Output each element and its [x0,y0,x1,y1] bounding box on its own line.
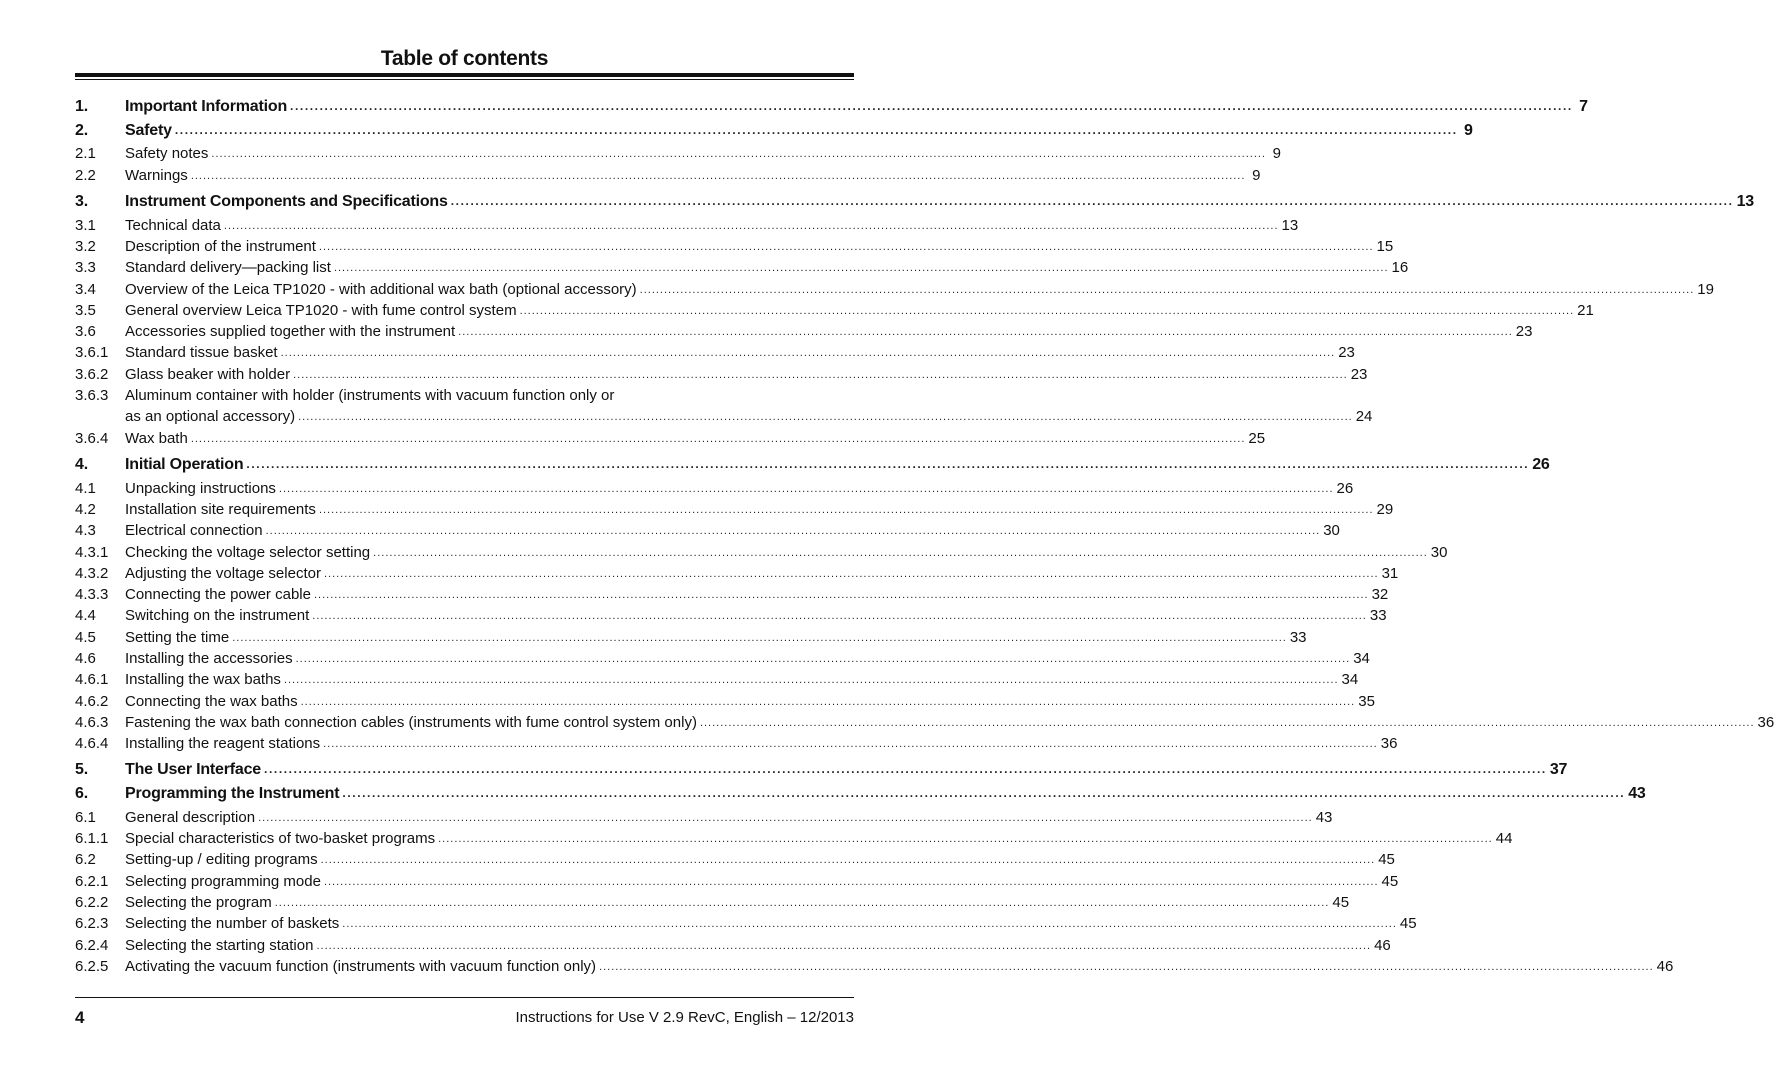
toc-entry-page: 45 [1378,851,1395,869]
toc-entry-title: Setting-up / editing programs [125,851,318,869]
toc-section-row[interactable] [75,500,1394,522]
toc-entry-number: 3.5 [75,301,96,319]
toc-dot-leader: .................................................................................................................................................................................................................................................................... [316,939,1372,952]
footer-rule [75,997,854,998]
toc-section-row[interactable] [75,259,1409,280]
toc-entry-page: 36 [1757,713,1774,731]
toc-dot-leader: .................................................................................................................................................................................................................................................................... [280,347,1336,360]
toc-section-row[interactable] [75,479,1354,501]
toc-entry-number: 4.1 [75,479,96,497]
toc-entry-number: 2. [75,121,88,139]
toc-entry-page: 34 [1341,671,1359,689]
toc-entry-title: Installing the reagent stations [125,735,321,753]
toc-entry-title: as an optional accessory) [125,408,296,426]
toc-entry-page: 15 [1376,237,1394,255]
toc-dot-leader: .................................................................................................................................................................................................................................................................... [295,652,1351,665]
toc-entry-title: Safety [125,121,172,139]
toc-section-row[interactable] [75,936,1391,958]
toc-dot-leader: .................................................................................................................................................................................................................................................................... [342,918,1397,931]
toc-dot-leader: .................................................................................................................................................................................................................................................................... [450,193,1734,208]
toc-entry-page: 29 [1376,500,1394,518]
toc-entry-title: Fastening the wax bath connection cables (instruments with fume control system only) [125,713,697,731]
toc-section-row[interactable] [75,522,1340,543]
toc-entry-title: Setting the time [125,628,230,646]
toc-entry-page: 7 [1579,98,1588,115]
toc-chapter-row[interactable] [75,455,1550,480]
toc-entry-number: 6.1 [75,808,96,826]
toc-entry-number: 4.6.1 [75,671,109,689]
toc-entry-title: Adjusting the voltage selector [125,564,321,582]
toc-chapter-row[interactable] [75,98,1588,122]
toc-section-row[interactable] [75,649,1370,671]
toc-entry-page: 9 [1463,121,1473,139]
toc-entry-number: 4.3 [75,522,96,540]
toc-entry-page: 26 [1532,455,1550,473]
title-rule-thin [75,79,854,80]
toc-entry-title: Installation site requirements [125,500,316,518]
toc-section-row[interactable] [75,894,1350,915]
toc-entry-number: 2.2 [75,166,96,184]
toc-entry-page: 46 [1656,957,1674,975]
toc-entry-page: 16 [1391,259,1409,277]
toc-entry-title: Installing the accessories [125,649,293,667]
toc-entry-title: Connecting the wax baths [125,692,298,710]
toc-entry-number: 6.2.1 [75,872,109,890]
toc-entry-number: 4.4 [75,607,96,625]
toc-dot-leader: .................................................................................................................................................................................................................................................................... [373,546,1428,559]
toc-section-row[interactable] [75,915,1417,936]
toc-entry-title: Activating the vacuum function (instruments with vacuum function only) [125,957,597,975]
toc-entry-page: 23 [1350,365,1368,383]
toc-entry-number: 4.6 [75,649,96,667]
toc-entry-page: 45 [1332,894,1350,912]
toc-dot-leader: .................................................................................................................................................................................................................................................................... [290,99,1573,113]
toc-entry-title: Important Information [125,98,288,115]
toc-section-row[interactable] [75,607,1387,628]
toc-section-row[interactable] [75,692,1375,714]
toc-entry-page: 25 [1248,429,1266,447]
toc-entry-title: Electrical connection [125,522,263,540]
toc-section-row[interactable] [75,564,1399,586]
toc-section-row[interactable] [75,429,1266,451]
toc-entry-title: Initial Operation [125,455,244,473]
toc-dot-leader: .................................................................................................................................................................................................................................................................... [333,262,1389,275]
toc-entry-number: 4.6.4 [75,735,109,753]
title-rule [75,73,854,77]
toc-entry-number: 3. [75,192,88,210]
toc-entry-title: General description [125,808,256,826]
toc-entry-number: 3.2 [75,237,96,255]
toc-entry-page: 26 [1336,479,1354,497]
toc-entry-page: 45 [1381,872,1399,890]
toc-dot-leader: .................................................................................................................................................................................................................................................................... [298,411,1353,424]
toc-section-row[interactable] [75,408,1373,429]
toc-entry-page: 43 [1628,785,1646,803]
toc-section-row[interactable] [75,872,1399,894]
toc-dot-leader: .................................................................................................................................................................................................................................................................... [519,304,1575,317]
toc-entry-number: 3.6.2 [75,365,109,383]
toc-chapter-row[interactable] [75,121,1473,146]
toc-dot-leader: .................................................................................................................................................................................................................................................................... [318,503,1374,516]
toc-entry-number: 3.6.3 [75,387,109,405]
toc-dot-leader: .................................................................................................................................................................................................................................................................... [232,631,1287,644]
toc-entry-number: 6. [75,785,88,803]
toc-section-row[interactable] [75,735,1398,756]
toc-section-row[interactable] [75,830,1513,851]
toc-entry-number: 4.3.1 [75,543,109,561]
toc-dot-leader: .................................................................................................................................................................................................................................................................... [274,897,1330,910]
toc-dot-leader: .................................................................................................................................................................................................................................................................... [639,283,1695,296]
toc-dot-leader: .................................................................................................................................................................................................................................................................... [258,811,1313,824]
toc-entry-title: Checking the voltage selector setting [125,543,371,561]
toc-dot-leader: .................................................................................................................................................................................................................................................................... [599,960,1654,973]
toc-entry-title: Selecting programming mode [125,872,321,890]
toc-section-row[interactable] [75,851,1395,872]
toc-entry-title: Instrument Components and Specifications [125,192,448,210]
toc-entry-title: Glass beaker with holder [125,365,291,383]
toc-entry-number: 3.4 [75,280,96,298]
toc-entry-title: Safety notes [125,145,209,163]
toc-section-row[interactable] [75,344,1355,365]
toc-entry-title: Selecting the number of baskets [125,915,340,933]
toc-entry-number: 3.6.4 [75,429,109,447]
toc-dot-leader: .................................................................................................................................................................................................................................................................... [264,762,1547,777]
toc-dot-leader: .................................................................................................................................................................................................................................................................... [300,695,1356,708]
toc-dot-leader: .................................................................................................................................................................................................................................................................... [323,875,1379,888]
toc-section-row[interactable] [75,166,1261,188]
toc-entry-title: Special characteristics of two-basket programs [125,830,436,848]
toc-section-row[interactable] [75,387,854,408]
toc-entry-title: Selecting the program [125,894,272,912]
toc-section-row[interactable] [75,237,1394,259]
toc-entry-title: Standard tissue basket [125,344,278,362]
toc-section-row[interactable] [75,671,1359,692]
toc-section-row[interactable] [75,586,1389,607]
toc-entry-number: 3.1 [75,216,96,234]
toc-entry-number: 6.2.5 [75,957,109,975]
toc-entry-page: 45 [1399,915,1417,933]
toc-dot-leader: .................................................................................................................................................................................................................................................................... [312,610,1367,623]
toc-entry-title: Warnings [125,166,188,184]
toc-entry-title: Overview of the Leica TP1020 - with additional wax bath (optional accessory) [125,280,637,298]
toc-dot-leader: .................................................................................................................................................................................................................................................................... [211,148,1266,161]
toc-section-row[interactable] [75,145,1281,166]
toc-entry-title: Programming the Instrument [125,785,340,803]
toc-entry-number: 5. [75,761,88,779]
page-title: Table of contents [380,47,549,70]
toc-entry-page: 9 [1252,166,1261,184]
toc-entry-title: General overview Leica TP1020 - with fume control system [125,301,517,319]
toc-entry-number: 6.2 [75,851,96,869]
toc-dot-leader: .................................................................................................................................................................................................................................................................... [190,169,1246,182]
toc-entry-page: 33 [1369,607,1387,625]
table-of-contents [75,98,1774,979]
toc-entry-page: 31 [1381,564,1399,582]
toc-entry-number: 6.1.1 [75,830,109,848]
toc-chapter-row[interactable] [75,761,1568,785]
toc-dot-leader: .................................................................................................................................................................................................................................................................... [283,674,1339,687]
toc-dot-leader: .................................................................................................................................................................................................................................................................... [223,219,1279,232]
toc-section-row[interactable] [75,957,1674,979]
toc-dot-leader: .................................................................................................................................................................................................................................................................... [323,567,1379,580]
toc-entry-page: 32 [1371,586,1389,604]
toc-entry-page: 23 [1515,323,1533,341]
toc-dot-leader: .................................................................................................................................................................................................................................................................... [458,326,1513,339]
toc-section-row[interactable] [75,301,1594,323]
toc-dot-leader: .................................................................................................................................................................................................................................................................... [318,240,1374,253]
toc-dot-leader: .................................................................................................................................................................................................................................................................... [293,368,1348,381]
toc-entry-number: 3.6 [75,323,96,341]
toc-entry-page: 30 [1323,522,1340,540]
toc-entry-number: 4.5 [75,628,96,646]
toc-entry-page: 46 [1374,936,1391,954]
toc-entry-title: Selecting the starting station [125,936,314,954]
toc-dot-leader: .................................................................................................................................................................................................................................................................... [323,738,1378,751]
toc-dot-leader: .................................................................................................................................................................................................................................................................... [342,786,1626,801]
toc-entry-number: 4.3.2 [75,564,109,582]
toc-entry-page: 21 [1577,301,1594,319]
toc-section-row[interactable] [75,216,1299,238]
toc-section-row[interactable] [75,365,1368,387]
toc-entry-number: 3.3 [75,259,96,277]
toc-dot-leader: .................................................................................................................................................................................................................................................................... [313,589,1369,602]
toc-entry-title: Standard delivery—packing list [125,259,331,277]
toc-section-row[interactable] [75,543,1448,565]
toc-entry-page: 13 [1281,216,1299,234]
toc-entry-title: Switching on the instrument [125,607,310,625]
toc-entry-number: 3.6.1 [75,344,109,362]
toc-entry-page: 24 [1355,408,1373,426]
footer-text: Instructions for Use V 2.9 RevC, English – 12/2013 [515,1009,854,1026]
toc-dot-leader: .................................................................................................................................................................................................................................................................... [320,854,1376,867]
toc-entry-page: 37 [1549,761,1568,779]
toc-chapter-row[interactable] [75,192,1754,217]
toc-dot-leader: .................................................................................................................................................................................................................................................................... [265,525,1321,538]
toc-dot-leader: .................................................................................................................................................................................................................................................................... [438,833,1493,846]
toc-entry-number: 4.3.3 [75,586,109,604]
toc-entry-title: Installing the wax baths [125,671,281,689]
toc-section-row[interactable] [75,628,1307,650]
toc-entry-number: 4.6.3 [75,713,109,731]
toc-entry-page: 35 [1358,692,1375,710]
toc-dot-leader: .................................................................................................................................................................................................................................................................... [190,432,1246,445]
toc-entry-page: 23 [1338,344,1355,362]
toc-entry-page: 36 [1380,735,1398,753]
toc-section-row[interactable] [75,323,1533,344]
toc-entry-number: 4.2 [75,500,96,518]
toc-entry-page: 19 [1697,280,1714,298]
toc-entry-page: 9 [1272,145,1281,163]
toc-dot-leader: .................................................................................................................................................................................................................................................................... [699,716,1755,729]
toc-entry-page: 44 [1495,830,1513,848]
toc-entry-number: 2.1 [75,145,96,163]
toc-entry-page: 13 [1736,192,1754,210]
toc-entry-title: Wax bath [125,429,188,447]
toc-entry-number: 1. [75,98,88,115]
toc-chapter-row[interactable] [75,785,1646,809]
toc-entry-number: 4. [75,455,88,473]
toc-entry-title: Accessories supplied together with the instrument [125,323,456,341]
toc-entry-page: 43 [1315,808,1333,826]
toc-entry-title: Aluminum container with holder (instruments with vacuum function only or [125,387,615,405]
toc-entry-number: 4.6.2 [75,692,109,710]
toc-section-row[interactable] [75,808,1333,830]
toc-dot-leader: .................................................................................................................................................................................................................................................................... [278,482,1334,495]
toc-dot-leader: .................................................................................................................................................................................................................................................................... [174,122,1458,137]
toc-section-row[interactable] [75,713,1774,735]
toc-entry-page: 30 [1430,543,1448,561]
toc-entry-number: 6.2.2 [75,894,109,912]
toc-section-row[interactable] [75,280,1714,302]
toc-entry-number: 6.2.3 [75,915,109,933]
toc-entry-title: Unpacking instructions [125,479,276,497]
toc-entry-title: Description of the instrument [125,237,316,255]
toc-entry-title: Technical data [125,216,221,234]
toc-dot-leader: .................................................................................................................................................................................................................................................................... [246,456,1530,471]
toc-entry-title: The User Interface [125,761,262,779]
footer-page-number: 4 [75,1008,85,1027]
toc-entry-title: Connecting the power cable [125,586,311,604]
toc-entry-page: 34 [1353,649,1370,667]
toc-entry-number: 6.2.4 [75,936,109,954]
toc-entry-page: 33 [1289,628,1307,646]
